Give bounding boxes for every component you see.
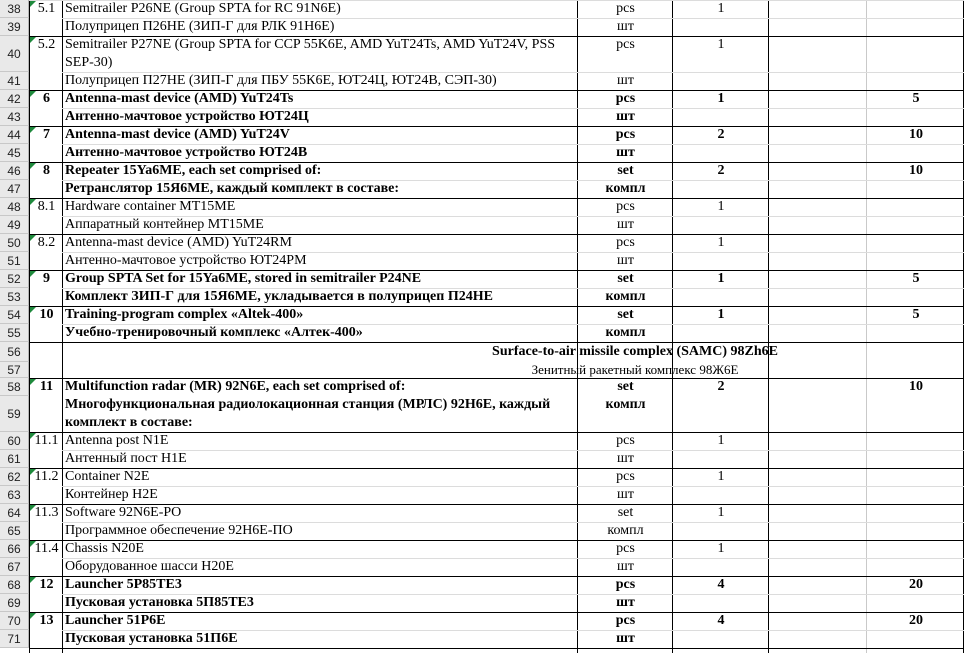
total[interactable]: 5 — [912, 307, 920, 322]
item-description-ru[interactable]: Программное обеспечение 92Н6Е-ПО — [65, 523, 293, 538]
row-header[interactable]: 38 — [0, 0, 29, 18]
cell-marker-icon — [30, 469, 36, 475]
unit-ru[interactable]: компл — [605, 325, 646, 340]
row-header[interactable]: 70 — [0, 612, 29, 630]
row-header[interactable]: 66 — [0, 540, 29, 558]
quantity[interactable]: 1 — [717, 235, 725, 250]
cell-marker-icon — [30, 613, 36, 619]
total[interactable] — [867, 432, 963, 450]
quantity[interactable]: 1 — [717, 541, 725, 556]
item-description-en[interactable]: Antenna-mast device (AMD) YuT24Ts — [65, 91, 294, 106]
item-number[interactable]: 13 — [39, 613, 54, 628]
total[interactable]: 10 — [909, 163, 923, 178]
grid-line — [62, 522, 964, 523]
cell-marker-icon — [30, 163, 36, 169]
row-header[interactable]: 52 — [0, 270, 29, 288]
item-description-ru[interactable]: Учебно-тренировочный комплекс «Алтек-400» — [65, 325, 363, 340]
row-header[interactable]: 59 — [0, 396, 29, 432]
row-header[interactable]: 47 — [0, 180, 29, 198]
unit-en[interactable]: set — [617, 163, 634, 178]
row-header[interactable]: 71 — [0, 630, 29, 648]
item-description-en[interactable]: Training-program complex «Altek-400» — [65, 307, 304, 322]
quantity[interactable]: 2 — [717, 127, 725, 142]
unit-ru[interactable]: компл — [605, 181, 646, 196]
total[interactable] — [867, 234, 963, 252]
item-number[interactable]: 6 — [43, 91, 50, 106]
unit-ru[interactable]: шт — [617, 451, 634, 466]
quantity[interactable]: 1 — [717, 199, 725, 214]
item-description-ru[interactable]: Оборудованное шасси Н20Е — [65, 559, 234, 574]
quantity[interactable]: 2 — [717, 163, 725, 178]
row-header[interactable]: 39 — [0, 18, 29, 36]
unit-ru[interactable]: шт — [616, 109, 635, 124]
cell-marker-icon — [30, 433, 36, 439]
unit-ru[interactable]: шт — [617, 253, 634, 268]
unit-en[interactable]: pcs — [615, 613, 636, 628]
unit-en[interactable]: pcs — [616, 235, 635, 250]
unit-en[interactable]: pcs — [616, 1, 635, 16]
row-header[interactable]: 61 — [0, 450, 29, 468]
grid-line — [62, 72, 964, 73]
item-number[interactable]: 7 — [43, 127, 50, 142]
unit-en[interactable]: set — [617, 307, 634, 322]
cell-marker-icon — [30, 577, 36, 583]
unit-ru[interactable]: компл — [607, 523, 644, 538]
item-number[interactable]: 5.2 — [37, 37, 56, 52]
unit-ru[interactable]: шт — [617, 487, 634, 502]
grid-line — [62, 108, 964, 109]
quantity[interactable]: 1 — [717, 433, 725, 448]
unit-en[interactable]: pcs — [616, 469, 635, 484]
row-header[interactable]: 42 — [0, 90, 29, 108]
total[interactable]: 10 — [909, 379, 923, 394]
item-description-en[interactable]: Semitrailer P26NE (Group SPTA for RC 91N6E) — [65, 1, 341, 16]
unit-en[interactable]: pcs — [615, 577, 636, 592]
row-header[interactable]: 50 — [0, 234, 29, 252]
item-description-ru[interactable]: комплект в составе: — [65, 415, 193, 430]
grid-line — [62, 594, 964, 595]
grid-line — [62, 486, 964, 487]
item-description-ru[interactable]: Антенный пост Н1Е — [65, 451, 187, 466]
item-number[interactable]: 9 — [43, 271, 50, 286]
quantity[interactable]: 4 — [717, 577, 725, 592]
cell-marker-icon — [30, 271, 36, 277]
unit-en[interactable]: pcs — [615, 91, 636, 106]
row-header[interactable]: 67 — [0, 558, 29, 576]
total[interactable] — [867, 504, 963, 522]
cell-marker-icon — [30, 505, 36, 511]
total[interactable] — [867, 0, 963, 18]
total[interactable] — [867, 36, 963, 72]
total[interactable] — [867, 198, 963, 216]
unit-ru[interactable]: шт — [617, 217, 634, 232]
row-header[interactable]: 49 — [0, 216, 29, 234]
item-number[interactable]: 8.2 — [37, 235, 56, 250]
cell-marker-icon — [30, 37, 36, 43]
row-header[interactable]: 41 — [0, 72, 29, 90]
item-description-en[interactable]: Launcher 51P6E — [65, 613, 166, 628]
item-number[interactable]: 5.1 — [37, 1, 56, 16]
item-number[interactable]: 11 — [39, 379, 54, 394]
total[interactable]: 20 — [909, 613, 923, 628]
total[interactable]: 5 — [912, 271, 920, 286]
row-header[interactable]: 44 — [0, 126, 29, 144]
quantity[interactable]: 1 — [717, 1, 725, 16]
item-description-ru[interactable]: Контейнер Н2Е — [65, 487, 158, 502]
grid-line — [62, 450, 964, 451]
row-header[interactable]: 56 — [0, 342, 29, 362]
item-number[interactable]: 10 — [39, 307, 54, 322]
row-header[interactable]: 40 — [0, 36, 29, 72]
item-description-en[interactable]: Hardware container MT15ME — [65, 199, 236, 214]
unit-en[interactable]: set — [617, 271, 634, 286]
cell-marker-icon — [30, 91, 36, 97]
total[interactable]: 20 — [909, 577, 923, 592]
grid-line — [62, 18, 964, 19]
unit-ru[interactable]: шт — [617, 73, 634, 88]
unit-en[interactable]: set — [617, 505, 634, 520]
row-header[interactable]: 43 — [0, 108, 29, 126]
row-header[interactable]: 51 — [0, 252, 29, 270]
unit-en[interactable]: pcs — [616, 199, 635, 214]
quantity[interactable]: 4 — [717, 613, 725, 628]
total[interactable]: 10 — [909, 127, 923, 142]
cell-marker-icon — [30, 127, 36, 133]
unit-ru[interactable]: шт — [616, 631, 635, 646]
item-description-ru[interactable]: Пусковая установка 5П85ТЕ3 — [65, 595, 254, 610]
item-description-en[interactable]: Container N2E — [65, 469, 150, 484]
unit-ru[interactable]: шт — [616, 145, 635, 160]
row-header[interactable]: 48 — [0, 198, 29, 216]
quantity[interactable]: 1 — [717, 37, 725, 52]
section-title-ru: Зенитный ракетный комплекс 98Ж6Е — [531, 362, 739, 377]
item-description-en[interactable]: Group SPTA Set for 15Ya6ME, stored in semitrailer P24NE — [65, 271, 422, 286]
grid-line — [62, 144, 964, 145]
item-description-ru[interactable]: Многофункциональная радиолокационная станция (МРЛС) 92Н6Е, каждый — [65, 397, 551, 412]
item-description-ru[interactable]: Антенно-мачтовое устройство ЮТ24Ц — [65, 109, 309, 124]
cell-marker-icon — [30, 235, 36, 241]
grid-line — [29, 0, 964, 1]
row-header[interactable]: 54 — [0, 306, 29, 324]
item-description-en[interactable]: Semitrailer P27NE (Group SPTA for CCP 55K6E, AMD YuT24Ts, AMD YuT24V, PSS — [65, 37, 556, 52]
unit-en[interactable]: pcs — [616, 433, 635, 448]
grid-line — [62, 324, 964, 325]
item-number[interactable]: 11.3 — [34, 505, 59, 520]
unit-ru[interactable]: шт — [617, 559, 634, 574]
item-number[interactable]: 11.2 — [34, 469, 59, 484]
row-header[interactable]: 55 — [0, 324, 29, 342]
item-description-en[interactable]: Repeater 15Ya6ME, each set comprised of: — [65, 163, 322, 178]
grid-line — [29, 648, 964, 649]
item-description-ru[interactable]: Аппаратный контейнер МТ15МЕ — [65, 217, 264, 232]
row-header[interactable]: 63 — [0, 486, 29, 504]
unit-en[interactable]: pcs — [616, 541, 635, 556]
item-description-ru[interactable]: Полуприцеп П26НЕ (ЗИП-Г для РЛК 91Н6Е) — [65, 19, 335, 34]
cell-marker-icon — [30, 307, 36, 313]
row-header[interactable]: 68 — [0, 576, 29, 594]
item-description-en[interactable]: Antenna-mast device (AMD) YuT24RM — [65, 235, 292, 250]
row-header[interactable]: 53 — [0, 288, 29, 306]
row-header[interactable]: 62 — [0, 468, 29, 486]
item-description-en[interactable]: Multifunction radar (MR) 92N6E, each set comprised of: — [65, 379, 406, 394]
cell-marker-icon — [30, 1, 36, 7]
item-description-ru[interactable]: Полуприцеп П27НЕ (ЗИП-Г для ПБУ 55К6Е, ЮТ24Ц, ЮТ24В, СЭП-30) — [65, 73, 497, 88]
row-header[interactable]: 60 — [0, 432, 29, 450]
unit-ru[interactable]: компл — [605, 289, 646, 304]
row-header[interactable]: 58 — [0, 378, 29, 396]
grid-line — [62, 216, 964, 217]
quantity[interactable]: 1 — [717, 469, 725, 484]
row-header[interactable]: 57 — [0, 362, 29, 378]
item-description-ru[interactable]: Пусковая установка 51П6Е — [65, 631, 238, 646]
item-number[interactable]: 12 — [39, 577, 54, 592]
item-description-en[interactable]: Antenna post N1E — [65, 433, 169, 448]
row-header[interactable]: 69 — [0, 594, 29, 612]
item-description-en[interactable]: SEP-30) — [65, 55, 113, 70]
unit-ru[interactable]: шт — [616, 595, 635, 610]
quantity[interactable]: 1 — [717, 307, 725, 322]
quantity[interactable]: 1 — [717, 505, 725, 520]
total[interactable] — [867, 468, 963, 486]
item-number[interactable]: 11.4 — [34, 541, 59, 556]
unit-en[interactable]: set — [617, 379, 634, 394]
item-description-en[interactable]: Antenna-mast device (AMD) YuT24V — [65, 127, 290, 142]
row-header[interactable]: 46 — [0, 162, 29, 180]
item-description-en[interactable]: Launcher 5P85TE3 — [65, 577, 182, 592]
grid-line — [62, 180, 964, 181]
total[interactable] — [867, 540, 963, 558]
grid-line — [768, 0, 769, 653]
quantity[interactable]: 1 — [717, 271, 725, 286]
row-header[interactable]: 64 — [0, 504, 29, 522]
row-header[interactable]: 45 — [0, 144, 29, 162]
item-description-ru[interactable]: Антенно-мачтовое устройство ЮТ24В — [65, 145, 308, 160]
grid-line — [62, 558, 964, 559]
grid-line — [62, 630, 964, 631]
quantity[interactable]: 2 — [717, 379, 725, 394]
unit-en[interactable]: pcs — [616, 37, 635, 52]
item-number[interactable]: 11.1 — [34, 433, 59, 448]
grid-line — [62, 252, 964, 253]
unit-ru[interactable]: шт — [617, 19, 634, 34]
grid-line — [62, 288, 964, 289]
cell-marker-icon — [30, 541, 36, 547]
unit-ru[interactable]: компл — [605, 397, 646, 412]
total[interactable]: 5 — [912, 91, 920, 106]
item-number[interactable]: 8 — [43, 163, 50, 178]
quantity[interactable]: 1 — [717, 91, 725, 106]
section-title-en: Surface-to-air missile complex (SAMC) 98Zh6E — [492, 344, 778, 359]
item-description-ru[interactable]: Ретранслятор 15Я6МЕ, каждый комплект в составе: — [65, 181, 400, 196]
item-description-ru[interactable]: Комплект ЗИП-Г для 15Я6МЕ, укладывается в полуприцеп П24НЕ — [65, 289, 493, 304]
cell-marker-icon — [30, 379, 36, 385]
cell-marker-icon — [30, 199, 36, 205]
item-description-en[interactable]: Software 92N6E-PO — [65, 505, 182, 520]
item-description-ru[interactable]: Антенно-мачтовое устройство ЮТ24РМ — [65, 253, 307, 268]
item-description-en[interactable]: Chassis N20E — [65, 541, 144, 556]
unit-en[interactable]: pcs — [615, 127, 636, 142]
row-header[interactable]: 65 — [0, 522, 29, 540]
item-number[interactable]: 8.1 — [37, 199, 56, 214]
